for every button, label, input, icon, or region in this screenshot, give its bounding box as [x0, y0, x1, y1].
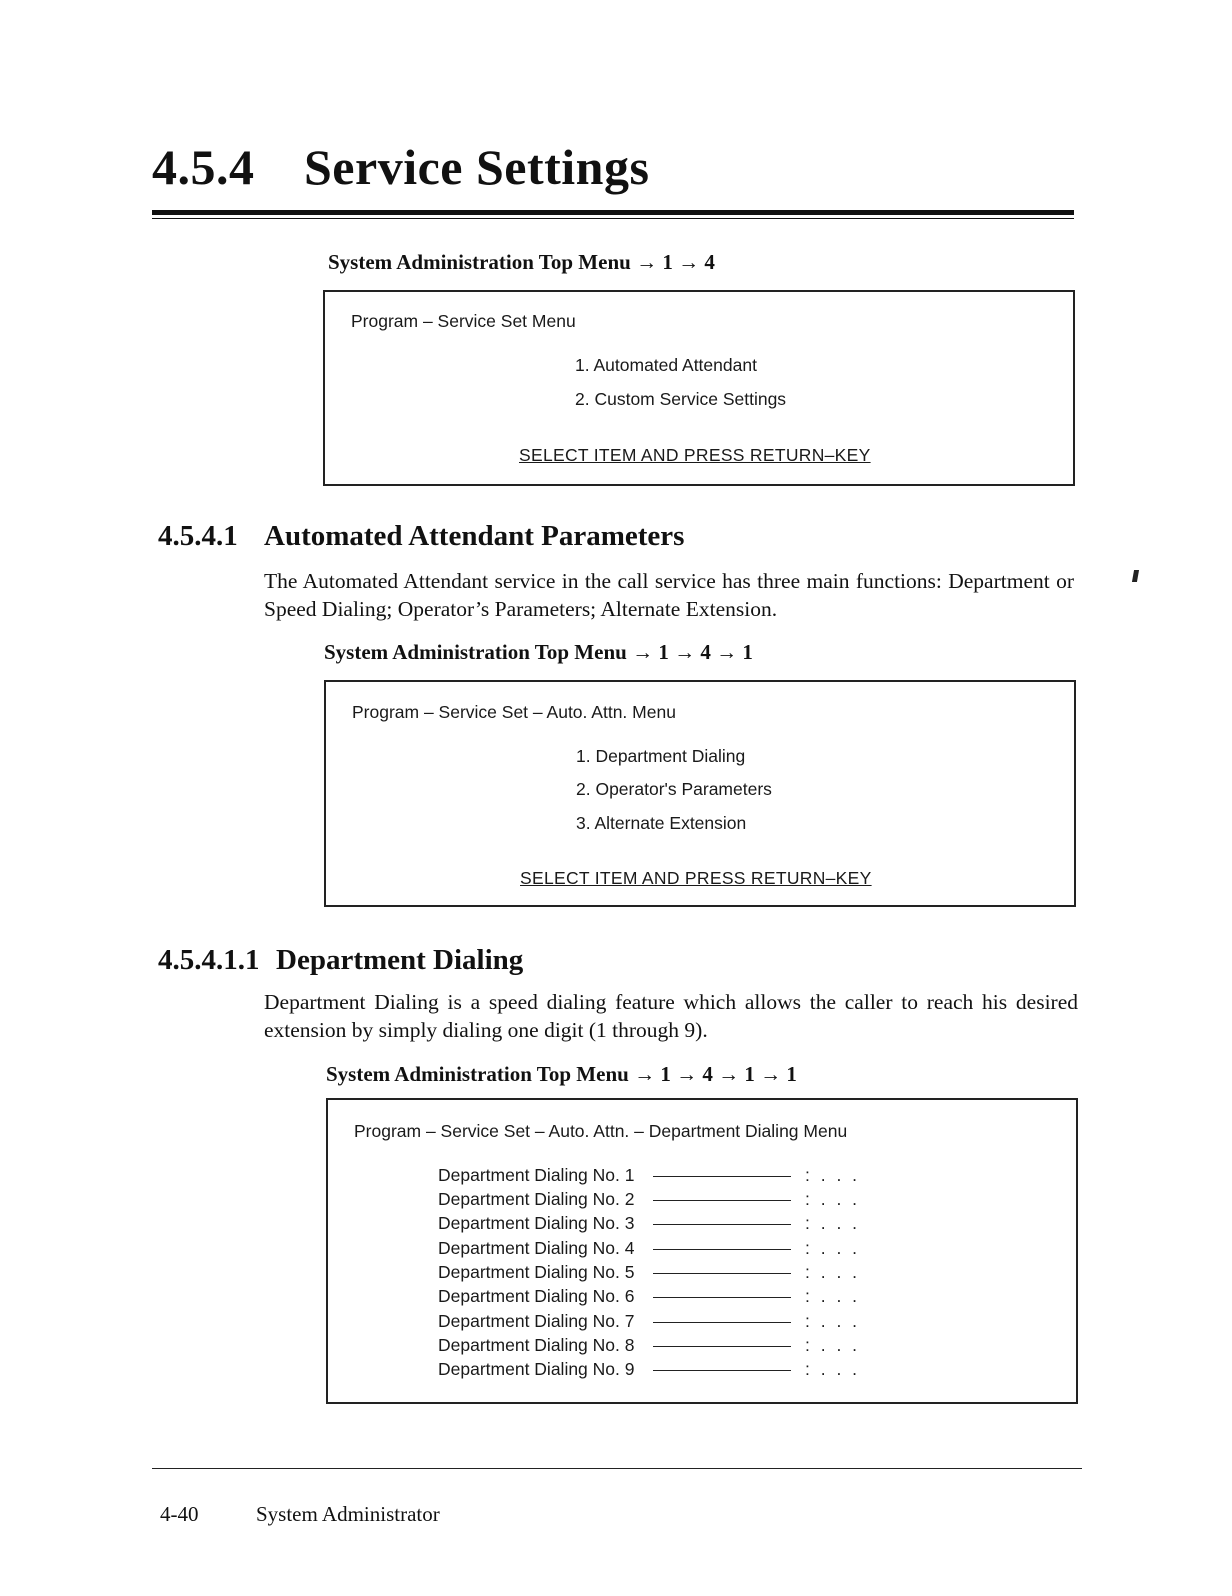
menu-path: System Administration Top Menu → 1 → 4 → 1 [324, 640, 753, 664]
screen-title: Program – Service Set Menu [351, 311, 576, 331]
department-dialing-row-8[interactable]: Department Dialing No. 8 : . . . [438, 1335, 861, 1355]
department-dialing-row-4[interactable]: Department Dialing No. 4 : . . . [438, 1238, 861, 1258]
menu-item-department-dialing[interactable]: 1. Department Dialing [576, 746, 746, 766]
margin-mark [1132, 570, 1139, 582]
menu-item-automated-attendant[interactable]: 1. Automated Attendant [575, 355, 757, 375]
subsection-body: Department Dialing is a speed dialing feature which allows the caller to reach his desired extension by simply dialing one digit (1 through 9). [264, 990, 1078, 1042]
select-prompt: SELECT ITEM AND PRESS RETURN–KEY [520, 868, 872, 888]
department-dialing-row-1[interactable]: Department Dialing No. 1 : . . . [438, 1165, 861, 1185]
department-dialing-row-9[interactable]: Department Dialing No. 9 : . . . [438, 1359, 861, 1379]
menu-path: System Administration Top Menu → 1 → 4 [328, 250, 715, 274]
subsection-heading [158, 944, 523, 977]
footer-title: System Administrator [256, 1502, 440, 1526]
heading-rule [152, 210, 1074, 215]
section-title: Service Settings [304, 139, 650, 195]
menu-path: System Administration Top Menu → 1 → 4 → 1 → 1 [326, 1062, 797, 1086]
menu-item-custom-service-settings[interactable]: 2. Custom Service Settings [575, 389, 787, 409]
subsection-title: Department Dialing [276, 944, 524, 976]
menu-item-alternate-extension[interactable]: 3. Alternate Extension [576, 813, 747, 833]
menu-item-operators-parameters[interactable]: 2. Operator's Parameters [576, 779, 772, 799]
department-dialing-menu-screen [326, 1098, 1078, 1404]
subsection-number: 4.5.4.1 [158, 520, 238, 552]
heading-rule-thin [152, 218, 1074, 219]
department-dialing-row-6[interactable]: Department Dialing No. 6 : . . . [438, 1286, 861, 1306]
department-dialing-row-5[interactable]: Department Dialing No. 5 : . . . [438, 1262, 861, 1282]
department-dialing-row-2[interactable]: Department Dialing No. 2 : . . . [438, 1189, 861, 1209]
screen-title: Program – Service Set – Auto. Attn. – Department Dialing Menu [354, 1121, 848, 1141]
page-number: 4-40 [160, 1502, 199, 1526]
department-dialing-row-7[interactable]: Department Dialing No. 7 : . . . [438, 1311, 861, 1331]
page-title [152, 138, 649, 196]
subsection-heading [158, 520, 684, 553]
subsection-number: 4.5.4.1.1 [158, 944, 260, 976]
department-dialing-row-3[interactable]: Department Dialing No. 3 : . . . [438, 1213, 861, 1233]
footer-rule [152, 1468, 1082, 1469]
select-prompt: SELECT ITEM AND PRESS RETURN–KEY [519, 445, 871, 465]
screen-title: Program – Service Set – Auto. Attn. Menu [352, 702, 676, 722]
subsection-body: The Automated Attendant service in the call service has three main functions: Department or Speed Dialing; Operator’s Parameters; Alternate Extension. [264, 569, 1074, 621]
service-set-menu-screen [323, 290, 1075, 486]
subsection-title: Automated Attendant Parameters [264, 520, 685, 552]
auto-attn-menu-screen [324, 680, 1076, 907]
section-number: 4.5.4 [152, 139, 255, 195]
